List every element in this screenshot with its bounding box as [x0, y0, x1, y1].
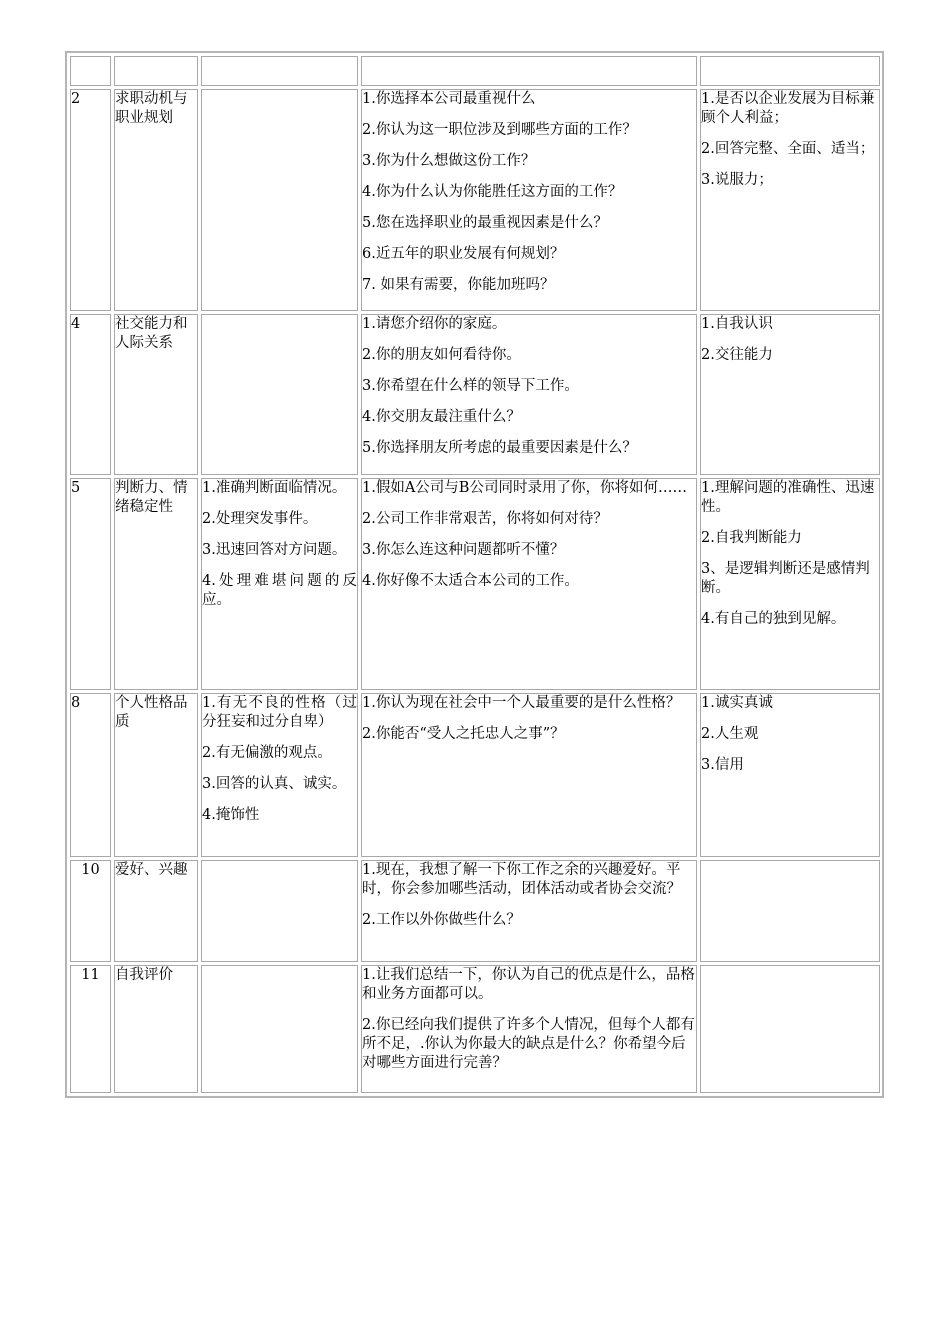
question-item: 1.假如A公司与B公司同时录用了你，你将如何…… — [362, 480, 687, 496]
row-number-text: 8 — [71, 695, 81, 711]
question-item: 1.你认为现在社会中一个人最重要的是什么性格？ — [362, 695, 681, 711]
question-item: 2.你的朋友如何看待你。 — [362, 347, 521, 363]
header-cell-questions — [361, 56, 697, 86]
question-item: 6.近五年的职业发展有何规划？ — [362, 246, 565, 262]
criterion-cell — [700, 89, 880, 311]
row-number-text: 2 — [71, 91, 81, 107]
criterion-item: 1.诚实真诚 — [701, 695, 773, 711]
criterion-cell — [700, 478, 880, 690]
question-item: 4.你好像不太适合本公司的工作。 — [362, 573, 579, 589]
category-cell — [114, 860, 198, 962]
observe-point-item: 2.有无偏激的观点。 — [202, 745, 332, 761]
header-cell-criteria — [700, 56, 880, 86]
observe-point-cell — [201, 89, 358, 311]
criterion-item: 1.自我认识 — [701, 316, 773, 332]
question-item: 1.你选择本公司最重视什么 — [362, 91, 536, 107]
category-text: 个人性格品质 — [115, 695, 188, 730]
category-cell — [114, 965, 198, 1093]
table — [67, 53, 883, 1096]
table-row — [70, 89, 880, 311]
question-item: 3.你为什么想做这份工作？ — [362, 153, 536, 169]
category-text: 求职动机与职业规划 — [115, 91, 188, 126]
criterion-item: 1.是否以企业发展为目标兼顾个人利益； — [701, 91, 875, 126]
observe-point-cell — [201, 478, 358, 690]
question-cell — [361, 860, 697, 962]
question-cell — [361, 693, 697, 857]
question-item: 1.让我们总结一下，你认为自己的优点是什么，品格和业务方面都可以。 — [362, 967, 695, 1002]
row-number — [70, 478, 111, 690]
row-number-text: 11 — [81, 967, 100, 983]
observe-point-item: 4.掩饰性 — [202, 807, 260, 823]
criterion-item: 3.信用 — [701, 757, 744, 773]
header-row — [70, 56, 880, 86]
criterion-item: 3.说服力； — [701, 172, 773, 188]
question-item: 1.现在，我想了解一下你工作之余的兴趣爱好。平时，你会参加哪些活动，团体活动或者协会交流？ — [362, 862, 681, 897]
row-number-text: 5 — [71, 480, 81, 496]
category-text: 社交能力和人际关系 — [115, 316, 188, 351]
question-item: 3.你怎么连这种问题都听不懂？ — [362, 542, 565, 558]
question-item: 2.你认为这一职位涉及到哪些方面的工作？ — [362, 122, 637, 138]
observe-point-item: 3.迅速回答对方问题。 — [202, 542, 347, 558]
category-cell — [114, 89, 198, 311]
observe-point-item: 1.有无不良的性格（过分狂妄和过分自卑） — [202, 695, 357, 730]
category-cell — [114, 693, 198, 857]
criterion-item: 2.回答完整、全面、适当； — [701, 141, 875, 157]
question-item: 2.工作以外你做些什么？ — [362, 912, 521, 928]
question-item: 4.你交朋友最注重什么？ — [362, 409, 521, 425]
observe-point-item: 2.处理突发事件。 — [202, 511, 318, 527]
criterion-cell — [700, 860, 880, 962]
row-number — [70, 860, 111, 962]
row-number — [70, 965, 111, 1093]
criterion-item: 1.理解问题的准确性、迅速性。 — [701, 480, 875, 515]
interview-question-table — [65, 51, 884, 1098]
category-text: 判断力、情绪稳定性 — [115, 480, 188, 515]
question-item: 4.你为什么认为你能胜任这方面的工作？ — [362, 184, 623, 200]
category-cell — [114, 478, 198, 690]
criterion-item: 4.有自己的独到见解。 — [701, 611, 846, 627]
criterion-item: 3、是逻辑判断还是感情判断。 — [701, 561, 870, 596]
observe-point-item: 1.准确判断面临情况。 — [202, 480, 347, 496]
question-cell — [361, 965, 697, 1093]
question-item: 2.你已经向我们提供了许多个人情况，但每个人都有所不足，.你认为你最大的缺点是什么？你希望今后对哪些方面进行完善？ — [362, 1017, 695, 1071]
observe-point-cell — [201, 314, 358, 475]
table-row — [70, 314, 880, 475]
row-number — [70, 693, 111, 857]
row-number-text: 4 — [71, 316, 81, 332]
question-item: 1.请您介绍你的家庭。 — [362, 316, 507, 332]
header-cell-observe — [201, 56, 358, 86]
criterion-cell — [700, 965, 880, 1093]
question-item: 5.您在选择职业的最重视因素是什么？ — [362, 215, 608, 231]
criterion-item: 2.自我判断能力 — [701, 530, 802, 546]
observe-point-item: 4.处理难堪问题的反应。 — [202, 573, 357, 608]
row-number — [70, 314, 111, 475]
criterion-cell — [700, 693, 880, 857]
header-cell-no — [70, 56, 111, 86]
observe-point-cell — [201, 965, 358, 1093]
table-row — [70, 478, 880, 690]
question-item: 2.你能否“受人之托忠人之事”？ — [362, 726, 565, 742]
row-number-text: 10 — [81, 862, 100, 878]
header-cell-category — [114, 56, 198, 86]
category-cell — [114, 314, 198, 475]
table-row — [70, 860, 880, 962]
row-number — [70, 89, 111, 311]
question-cell — [361, 89, 697, 311]
question-item: 5.你选择朋友所考虑的最重要因素是什么？ — [362, 440, 637, 456]
category-text: 自我评价 — [115, 967, 173, 983]
question-item: 2.公司工作非常艰苦，你将如何对待？ — [362, 511, 608, 527]
criterion-cell — [700, 314, 880, 475]
observe-point-item: 3.回答的认真、诚实。 — [202, 776, 347, 792]
question-cell — [361, 314, 697, 475]
table-row — [70, 965, 880, 1093]
category-text: 爱好、兴趣 — [115, 862, 188, 878]
criterion-item: 2.交往能力 — [701, 347, 773, 363]
question-cell — [361, 478, 697, 690]
question-item: 7. 如果有需要，你能加班吗？ — [362, 277, 555, 293]
criterion-item: 2.人生观 — [701, 726, 759, 742]
question-item: 3.你希望在什么样的领导下工作。 — [362, 378, 579, 394]
observe-point-cell — [201, 693, 358, 857]
observe-point-cell — [201, 860, 358, 962]
table-row — [70, 693, 880, 857]
